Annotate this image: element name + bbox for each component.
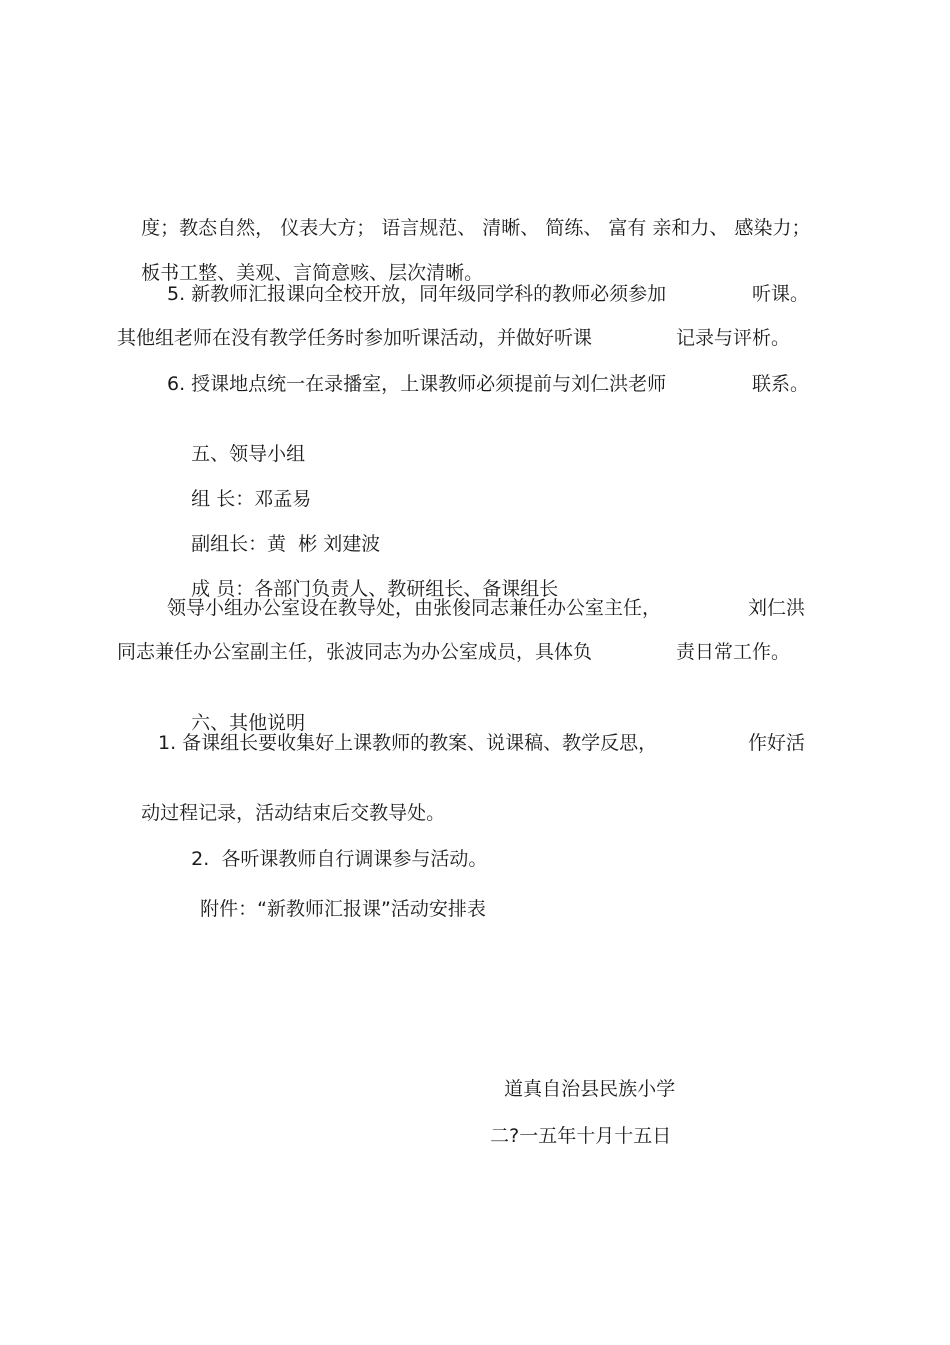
text-line: 副组长：黄 彬 刘建波 <box>191 533 381 555</box>
signature-school <box>480 1050 676 1100</box>
section-heading <box>167 684 306 734</box>
section-heading <box>167 415 306 465</box>
school-name: 道真自治县民族小学 <box>504 1078 676 1100</box>
document-date: 二?一五年十月十五日 <box>490 1125 672 1147</box>
item-5-line-2 <box>0 325 950 351</box>
text-line: 6. 授课地点统一在录播室，上课教师必须提前与刘仁洪老师 <box>167 373 667 395</box>
text-line: 责日常工作。 <box>676 641 791 663</box>
item-6-line <box>0 371 950 397</box>
attachment-line <box>176 870 486 920</box>
text-line: 2. 各听课教师自行调课参与活动。 <box>191 848 488 870</box>
text-line: 5. 新教师汇报课向全校开放，同年级同学科的教师必须参加 <box>167 283 667 305</box>
office-line-2 <box>0 639 950 665</box>
text-line: 刘仁洪 <box>748 597 806 619</box>
text-line: 组 长：邓孟易 <box>191 488 312 510</box>
paragraph-line <box>117 234 484 284</box>
vice-leader-line <box>167 505 381 555</box>
text-line: 同志兼任办公室副主任，张波同志为办公室成员，具体负 <box>117 641 593 663</box>
signature-date <box>466 1097 672 1147</box>
item-5-line-1 <box>0 281 950 307</box>
members-line <box>167 550 559 600</box>
text-line: 成 员：各部门负责人、教研组长、备课组长 <box>191 578 559 600</box>
section-5-title: 五、领导小组 <box>191 443 306 465</box>
text-line: 联系。 <box>752 373 810 395</box>
text-line: 其他组老师在没有教学任务时参加听课活动，并做好听课 <box>117 327 593 349</box>
office-line-1 <box>0 595 950 621</box>
note-2-line <box>167 820 488 870</box>
text-line: 度；教态自然， 仪表大方； 语言规范、 清晰、 简练、 富有 亲和力、 感染力； <box>141 217 811 239</box>
text-line: 领导小组办公室设在教导处，由张俊同志兼任办公室主任， <box>167 597 662 619</box>
note-1-line-1 <box>0 730 950 756</box>
note-1-line-2 <box>117 774 446 824</box>
section-6-title: 六、其他说明 <box>191 712 306 734</box>
attachment-text: 附件：“新教师汇报课”活动安排表 <box>200 898 486 920</box>
text-line: 听课。 <box>752 283 810 305</box>
text-line: 记录与评析。 <box>676 327 791 349</box>
text-line: 动过程记录，活动结束后交教导处。 <box>141 802 446 824</box>
text-line: 1. 备课组长要收集好上课教师的教案、说课稿、教学反思， <box>158 732 658 754</box>
text-line: 作好活 <box>748 732 806 754</box>
leader-line <box>167 460 312 510</box>
paragraph-line <box>117 189 811 239</box>
text-line: 板书工整、美观、言简意赅、层次清晰。 <box>141 262 484 284</box>
